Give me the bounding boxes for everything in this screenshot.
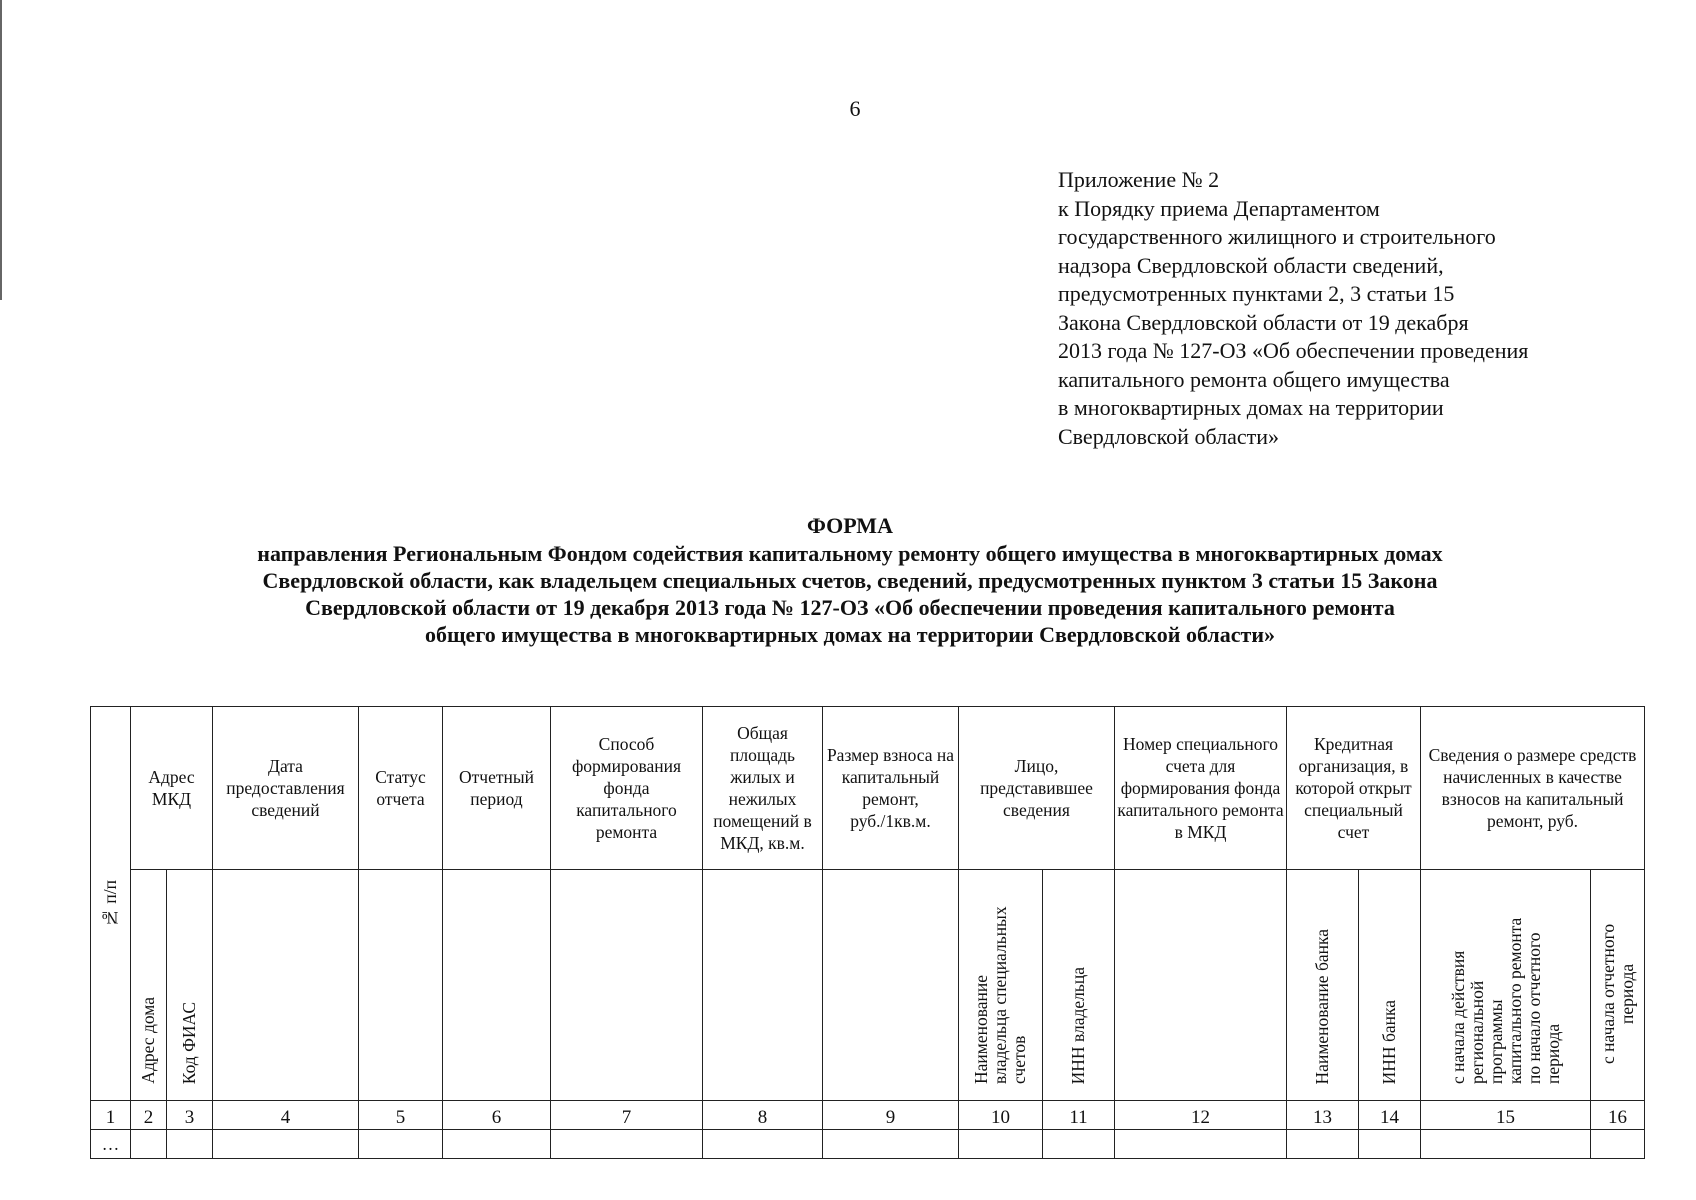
empty-cell bbox=[823, 870, 959, 1101]
empty-cell bbox=[443, 870, 551, 1101]
appendix-line: Закона Свердловской области от 19 декабря bbox=[1058, 309, 1469, 335]
form-table bbox=[90, 706, 1645, 1159]
empty-cell bbox=[213, 1130, 359, 1159]
appendix-line: Приложение № 2 bbox=[1058, 167, 1220, 192]
continuation-row bbox=[91, 1130, 1645, 1159]
form-title bbox=[150, 512, 1550, 648]
page-number: 6 bbox=[849, 96, 861, 121]
column-number: 12 bbox=[1115, 1101, 1287, 1130]
column-number: 13 bbox=[1287, 1101, 1359, 1130]
appendix-line: капитального ремонта общего имущества bbox=[1058, 366, 1450, 392]
empty-cell bbox=[359, 870, 443, 1101]
header-total-area: Общая площадь жилых и нежилых помещений в МКД, кв.м. bbox=[703, 707, 823, 870]
empty-cell bbox=[167, 1130, 213, 1159]
column-number: 1 bbox=[91, 1101, 131, 1130]
appendix-line: Свердловской области» bbox=[1058, 423, 1279, 449]
empty-cell bbox=[823, 1130, 959, 1159]
header-accrued-since-program: с начала действия региональной программы капитального ремонта по начало отчетного периода bbox=[1421, 870, 1591, 1101]
empty-cell bbox=[703, 870, 823, 1101]
header-person-group: Лицо, представившее сведения bbox=[959, 707, 1115, 870]
empty-cell bbox=[443, 1130, 551, 1159]
header-address-group: Адрес МКД bbox=[131, 707, 213, 870]
appendix-block bbox=[1058, 166, 1658, 451]
appendix-line: в многоквартирных домах на территории bbox=[1058, 395, 1444, 420]
column-numbers-row bbox=[91, 1101, 1645, 1130]
empty-cell bbox=[551, 870, 703, 1101]
column-number: 6 bbox=[443, 1101, 551, 1130]
empty-cell bbox=[1043, 1130, 1115, 1159]
column-number: 3 bbox=[167, 1101, 213, 1130]
column-number: 15 bbox=[1421, 1101, 1591, 1130]
form-title-line: направления Региональным Фондом содействия капитальному ремонту общего имущества в многоквартирных домах bbox=[257, 541, 1443, 566]
header-owner-inn: ИНН владельца bbox=[1043, 870, 1115, 1101]
empty-cell bbox=[1115, 1130, 1287, 1159]
empty-cell bbox=[959, 1130, 1043, 1159]
header-report-period: Отчетный период bbox=[443, 707, 551, 870]
empty-cell bbox=[1591, 1130, 1645, 1159]
header-account-number: Номер специального счета для формирования фонда капитального ремонта в МКД bbox=[1115, 707, 1287, 870]
scan-edge bbox=[0, 0, 2, 300]
column-number: 7 bbox=[551, 1101, 703, 1130]
appendix-line: государственного жилищного и строительного bbox=[1058, 224, 1496, 249]
empty-cell bbox=[213, 870, 359, 1101]
empty-cell bbox=[1359, 1130, 1421, 1159]
header-date-submission: Дата предоставления сведений bbox=[213, 707, 359, 870]
column-number: 14 bbox=[1359, 1101, 1421, 1130]
form-title-line: общего имущества в многоквартирных домах на территории Свердловской области» bbox=[424, 622, 1276, 647]
empty-cell bbox=[1115, 870, 1287, 1101]
header-report-status: Статус отчета bbox=[359, 707, 443, 870]
header-accrued-group: Сведения о размере средств начисленных в качестве взносов на капитальный ремонт, руб. bbox=[1421, 707, 1645, 870]
column-number: 9 bbox=[823, 1101, 959, 1130]
appendix-line: надзора Свердловской области сведений, bbox=[1058, 252, 1444, 278]
header-np: № п/п bbox=[91, 707, 131, 1101]
appendix-line: 2013 года № 127-ОЗ «Об обеспечении проведения bbox=[1058, 338, 1529, 363]
header-fias-code: Код ФИАС bbox=[167, 870, 213, 1101]
appendix-line: к Порядку приема Департаментом bbox=[1058, 195, 1380, 221]
header-address-house: Адрес дома bbox=[131, 870, 167, 1101]
continuation-mark: … bbox=[91, 1130, 131, 1159]
header-fund-method: Способ формирования фонда капитального ремонта bbox=[551, 707, 703, 870]
header-bank-group: Кредитная организация, в которой открыт специальный счет bbox=[1287, 707, 1421, 870]
column-number: 4 bbox=[213, 1101, 359, 1130]
column-number: 10 bbox=[959, 1101, 1043, 1130]
column-number: 2 bbox=[131, 1101, 167, 1130]
header-bank-inn: ИНН банка bbox=[1359, 870, 1421, 1101]
header-owner-name: Наименование владельца специальных счетов bbox=[959, 870, 1043, 1101]
column-number: 8 bbox=[703, 1101, 823, 1130]
header-bank-name: Наименование банка bbox=[1287, 870, 1359, 1101]
empty-cell bbox=[1287, 1130, 1359, 1159]
appendix-line: предусмотренных пунктами 2, 3 статьи 15 bbox=[1058, 281, 1455, 306]
column-number: 5 bbox=[359, 1101, 443, 1130]
empty-cell bbox=[131, 1130, 167, 1159]
form-title-line: Свердловской области, как владельцем специальных счетов, сведений, предусмотренных пунктом 3 статьи 15 Закона bbox=[262, 568, 1438, 593]
empty-cell bbox=[359, 1130, 443, 1159]
empty-cell bbox=[703, 1130, 823, 1159]
header-contribution-size: Размер взноса на капитальный ремонт, руб./1кв.м. bbox=[823, 707, 959, 870]
empty-cell bbox=[551, 1130, 703, 1159]
form-heading: ФОРМА bbox=[807, 513, 893, 538]
form-title-line: Свердловской области от 19 декабря 2013 года № 127-ОЗ «Об обеспечении проведения капитального ремонта bbox=[305, 595, 1395, 620]
empty-cell bbox=[1421, 1130, 1591, 1159]
column-number: 11 bbox=[1043, 1101, 1115, 1130]
column-number: 16 bbox=[1591, 1101, 1645, 1130]
header-accrued-since-period: с начала отчетного периода bbox=[1591, 870, 1645, 1101]
